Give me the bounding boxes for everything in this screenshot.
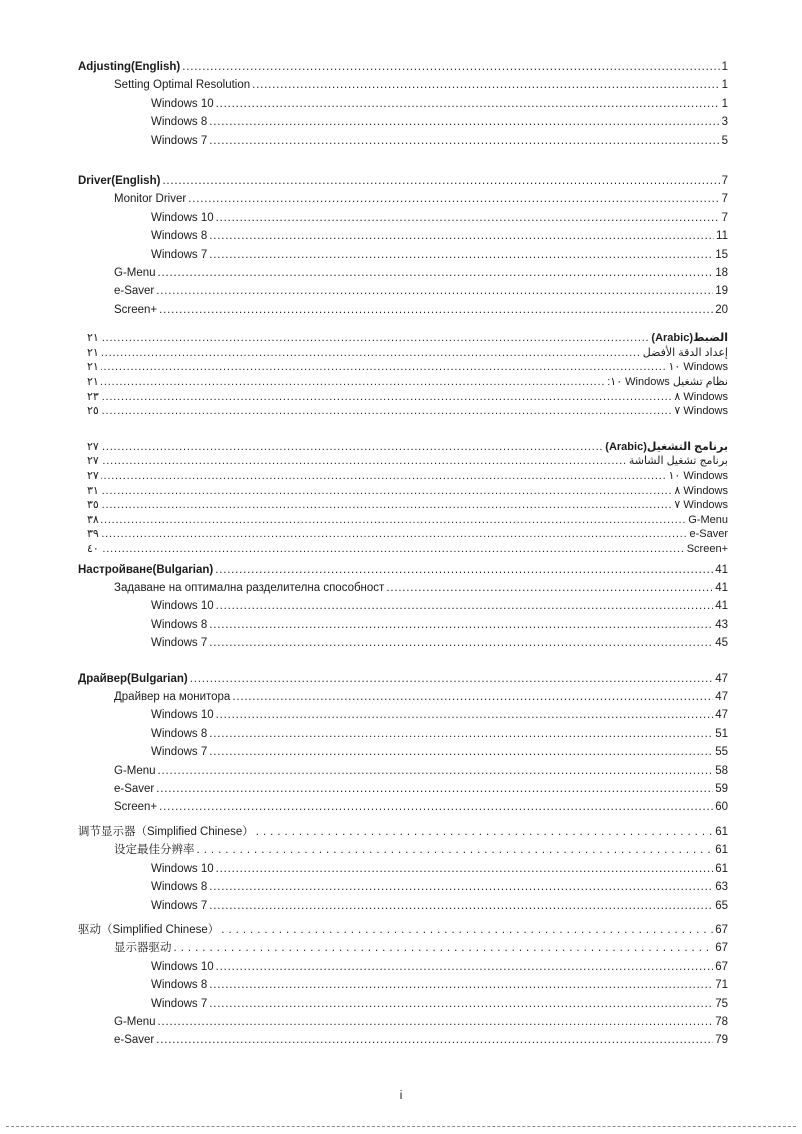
toc-entry[interactable] bbox=[78, 995, 728, 1013]
toc-entry-page-number: ٣١ bbox=[87, 484, 99, 497]
toc-entry-label: e-Saver bbox=[689, 528, 728, 541]
toc-entry-label: Windows 7 bbox=[151, 899, 208, 912]
toc-section-driver-arabic bbox=[78, 440, 728, 557]
dot-leader bbox=[209, 634, 713, 652]
toc-entry-label: Monitor Driver bbox=[114, 193, 187, 206]
toc bbox=[78, 58, 728, 1050]
page-footer bbox=[0, 1090, 802, 1102]
toc-entry-page-number: 15 bbox=[715, 248, 728, 261]
toc-entry-page-number: 51 bbox=[715, 727, 728, 740]
toc-entry-page-number: 11 bbox=[716, 230, 728, 243]
toc-entry-page-number: ٢١ bbox=[87, 346, 99, 359]
toc-entry-label: Adjusting(English) bbox=[78, 61, 181, 73]
toc-entry-label: Windows 10 bbox=[151, 211, 214, 224]
toc-entry-label: 显示器驱动 bbox=[114, 942, 172, 955]
toc-section-driver-english bbox=[78, 172, 728, 319]
toc-entry[interactable] bbox=[87, 454, 728, 469]
toc-entry-page-number: 45 bbox=[715, 637, 728, 650]
dot-leader bbox=[209, 113, 719, 131]
dot-leader bbox=[101, 527, 688, 542]
toc-entry-page-number: ٢٥ bbox=[87, 405, 99, 418]
toc-entry[interactable] bbox=[78, 743, 728, 761]
toc-entry-page-number: ٢٣ bbox=[87, 390, 99, 403]
toc-entry[interactable] bbox=[78, 860, 728, 878]
dot-leader bbox=[101, 469, 667, 484]
toc-entry-page-number: 41 bbox=[715, 600, 728, 613]
toc-entry-label: Windows 10 bbox=[151, 862, 214, 875]
toc-entry-label: Setting Optimal Resolution bbox=[114, 79, 251, 92]
toc-entry-page-number: 7 bbox=[721, 175, 728, 188]
toc-entry-page-number: 61 bbox=[715, 862, 728, 875]
toc-entry-page-number: 67 bbox=[715, 923, 728, 936]
toc-entry-page-number: ٤٠ bbox=[87, 543, 99, 555]
toc-entry-page-number: 1 bbox=[721, 79, 728, 92]
toc-entry-label: Драйвер(Bulgarian) bbox=[78, 672, 188, 685]
dot-leader bbox=[158, 1013, 714, 1031]
dot-leader bbox=[216, 597, 714, 615]
toc-entry-label: 调节显示器（Simplified Chinese） bbox=[78, 825, 254, 838]
toc-entry-label: G-Menu bbox=[114, 267, 156, 280]
toc-entry-page-number: 18 bbox=[715, 267, 728, 280]
toc-entry-label: Windows ١٠ bbox=[668, 361, 728, 374]
toc-entry-label: Задаване на оптимална разделителна способност bbox=[114, 582, 385, 594]
toc-entry[interactable] bbox=[78, 597, 728, 615]
toc-entry-label: Screen+ bbox=[114, 303, 158, 316]
toc-entry[interactable] bbox=[78, 76, 728, 94]
toc-entry-page-number: 43 bbox=[715, 618, 728, 631]
dot-leader bbox=[182, 58, 719, 76]
toc-entry-label: Windows ١٠ bbox=[668, 470, 728, 483]
toc-entry[interactable] bbox=[78, 823, 728, 841]
toc-entry-page-number: 75 bbox=[715, 997, 728, 1010]
toc-entry-label: Windows 10 bbox=[151, 960, 214, 973]
toc-entry-page-number: ٢١ bbox=[87, 332, 99, 345]
toc-entry-page-number: 7 bbox=[721, 211, 728, 224]
toc-entry-label: Driver(English) bbox=[78, 175, 161, 188]
dot-leader bbox=[101, 404, 673, 419]
toc-entry-page-number: 71 bbox=[715, 979, 728, 992]
dot-leader bbox=[209, 897, 713, 915]
toc-section-adjusting-bulgarian bbox=[78, 561, 728, 653]
toc-entry[interactable] bbox=[78, 958, 728, 976]
toc-entry-page-number: 5 bbox=[721, 134, 728, 147]
toc-section-adjusting-chinese bbox=[78, 823, 728, 915]
toc-entry-label: 设定最佳分辨率 bbox=[114, 844, 195, 857]
page-bottom-divider bbox=[6, 1126, 796, 1127]
dot-leader bbox=[101, 454, 627, 469]
toc-entry[interactable] bbox=[87, 513, 728, 528]
toc-entry-page-number: 61 bbox=[715, 844, 728, 857]
toc-entry[interactable] bbox=[78, 246, 728, 264]
toc-entry-label: Windows ٧ bbox=[674, 405, 728, 418]
toc-entry-label: Windows 8 bbox=[151, 881, 208, 894]
toc-entry[interactable] bbox=[78, 561, 728, 579]
dot-leader bbox=[101, 513, 686, 528]
toc-entry-label: Windows 7 bbox=[151, 637, 208, 650]
toc-entry-page-number: 65 bbox=[715, 899, 728, 912]
toc-entry-label: G-Menu bbox=[114, 1015, 156, 1028]
toc-entry[interactable] bbox=[78, 725, 728, 743]
toc-entry[interactable] bbox=[78, 132, 728, 150]
dot-leader bbox=[209, 227, 714, 245]
dot-leader bbox=[101, 542, 685, 557]
toc-entry[interactable] bbox=[78, 798, 728, 816]
toc-entry-page-number: 19 bbox=[715, 285, 728, 298]
toc-entry-page-number: 67 bbox=[715, 942, 728, 955]
toc-entry-label: Screen+ bbox=[686, 543, 728, 555]
toc-entry-label: برنامج تشغيل الشاشة bbox=[628, 455, 728, 468]
dot-leader bbox=[188, 190, 719, 208]
dot-leader bbox=[159, 301, 713, 319]
toc-entry[interactable] bbox=[78, 878, 728, 896]
dot-leader bbox=[252, 76, 719, 94]
dot-leader bbox=[101, 360, 667, 375]
dot-leader bbox=[101, 484, 673, 499]
dot-leader bbox=[209, 616, 713, 634]
dot-leader bbox=[209, 976, 713, 994]
toc-entry-label: Windows 10 bbox=[151, 97, 214, 110]
toc-entry-page-number: 1 bbox=[721, 61, 728, 73]
toc-entry[interactable] bbox=[78, 172, 728, 190]
dot-leader bbox=[386, 579, 713, 597]
toc-entry[interactable] bbox=[87, 346, 728, 361]
dot-leader bbox=[216, 860, 714, 878]
toc-entry[interactable] bbox=[78, 264, 728, 282]
toc-entry-label: Windows 7 bbox=[151, 248, 208, 261]
toc-entry-page-number: 78 bbox=[715, 1015, 728, 1028]
toc-entry[interactable] bbox=[87, 484, 728, 499]
toc-entry-label: e-Saver bbox=[114, 783, 155, 796]
toc-section-adjusting-english bbox=[78, 58, 728, 150]
toc-entry-label: Windows 8 bbox=[151, 979, 208, 992]
toc-entry-label: إعداد الدقة الأفضل bbox=[642, 346, 728, 359]
dot-leader bbox=[101, 375, 605, 390]
dot-leader bbox=[101, 440, 603, 455]
dot-leader bbox=[162, 172, 719, 190]
toc-entry[interactable] bbox=[78, 301, 728, 319]
dot-leader bbox=[216, 958, 714, 976]
toc-entry-label: Windows ٨ bbox=[674, 484, 728, 497]
toc-section-adjusting-arabic bbox=[78, 331, 728, 419]
toc-entry-label: Драйвер на монитора bbox=[114, 691, 231, 704]
toc-entry[interactable] bbox=[78, 58, 728, 76]
toc-entry-page-number: 41 bbox=[715, 582, 728, 594]
dot-leader bbox=[174, 939, 714, 957]
toc-entry-label: Windows 8 bbox=[151, 116, 208, 129]
dot-leader bbox=[158, 762, 714, 780]
toc-entry-label: Windows 7 bbox=[151, 746, 208, 759]
toc-entry-label: Windows 7 bbox=[151, 134, 208, 147]
toc-entry-page-number: 59 bbox=[715, 783, 728, 796]
toc-entry-label: Windows 8 bbox=[151, 230, 208, 243]
dot-leader bbox=[256, 823, 713, 841]
toc-entry[interactable] bbox=[78, 113, 728, 131]
dot-leader bbox=[190, 670, 713, 688]
toc-entry[interactable] bbox=[78, 209, 728, 227]
toc-entry[interactable] bbox=[78, 921, 728, 939]
toc-entry-label: Windows 7 bbox=[151, 997, 208, 1010]
toc-entry-label: G-Menu bbox=[688, 513, 728, 526]
toc-entry[interactable] bbox=[78, 841, 728, 859]
toc-entry[interactable] bbox=[87, 498, 728, 513]
toc-entry-label: e-Saver bbox=[114, 285, 155, 298]
toc-entry-label: Screen+ bbox=[114, 801, 158, 814]
dot-leader bbox=[197, 841, 714, 859]
toc-entry-label: برنامج التشغيل(Arabic) bbox=[605, 440, 728, 453]
dot-leader bbox=[209, 995, 713, 1013]
toc-entry[interactable] bbox=[78, 579, 728, 597]
dot-leader bbox=[209, 743, 713, 761]
dot-leader bbox=[209, 246, 713, 264]
toc-entry-page-number: 41 bbox=[715, 563, 728, 576]
toc-entry-label: نظام تشغيل Windows ١٠: bbox=[607, 376, 728, 389]
toc-entry[interactable] bbox=[78, 976, 728, 994]
toc-entry-page-number: ٢٧ bbox=[87, 470, 99, 483]
dot-leader bbox=[159, 798, 713, 816]
toc-entry-label: Windows 10 bbox=[151, 600, 214, 613]
toc-entry[interactable] bbox=[78, 282, 728, 300]
toc-entry-page-number: ٣٥ bbox=[87, 499, 99, 512]
toc-entry-label: Windows ٨ bbox=[674, 390, 728, 403]
toc-entry-page-number: 20 bbox=[715, 303, 728, 316]
toc-entry-page-number: ٢١ bbox=[87, 361, 99, 374]
dot-leader bbox=[101, 346, 641, 361]
dot-leader bbox=[209, 878, 713, 896]
toc-entry[interactable] bbox=[78, 762, 728, 780]
toc-entry-page-number: 61 bbox=[715, 825, 728, 838]
dot-leader bbox=[156, 1031, 713, 1049]
toc-entry-page-number: 79 bbox=[715, 1034, 728, 1047]
toc-entry[interactable] bbox=[87, 440, 728, 455]
toc-entry-page-number: 47 bbox=[715, 672, 728, 685]
toc-section-driver-bulgarian bbox=[78, 670, 728, 817]
toc-entry[interactable] bbox=[78, 95, 728, 113]
toc-entry-page-number: 55 bbox=[715, 746, 728, 759]
toc-entry-page-number: ٣٩ bbox=[87, 528, 99, 541]
toc-entry[interactable] bbox=[78, 227, 728, 245]
toc-entry-page-number: ٣٨ bbox=[87, 513, 99, 526]
dot-leader bbox=[216, 706, 714, 724]
toc-entry-page-number: ٢٧ bbox=[87, 455, 99, 468]
toc-entry-label: Windows 10 bbox=[151, 709, 214, 722]
dot-leader bbox=[221, 921, 713, 939]
dot-leader bbox=[156, 780, 713, 798]
dot-leader bbox=[158, 264, 714, 282]
toc-entry[interactable] bbox=[78, 780, 728, 798]
toc-entry[interactable] bbox=[87, 527, 728, 542]
dot-leader bbox=[156, 282, 713, 300]
toc-entry-label: G-Menu bbox=[114, 764, 156, 777]
dot-leader bbox=[101, 390, 673, 405]
toc-entry[interactable] bbox=[87, 542, 728, 557]
toc-entry-label: Windows 8 bbox=[151, 618, 208, 631]
toc-entry-page-number: 7 bbox=[721, 193, 728, 206]
dot-leader bbox=[216, 95, 720, 113]
toc-entry[interactable] bbox=[87, 375, 728, 390]
toc-entry-page-number: ٢١ bbox=[87, 376, 99, 389]
dot-leader bbox=[101, 498, 673, 513]
dot-leader bbox=[216, 209, 720, 227]
toc-entry[interactable] bbox=[78, 939, 728, 957]
toc-entry-label: Windows ٧ bbox=[674, 499, 728, 512]
toc-entry[interactable] bbox=[78, 897, 728, 915]
toc-entry[interactable] bbox=[78, 616, 728, 634]
toc-entry[interactable] bbox=[87, 390, 728, 405]
toc-entry[interactable] bbox=[78, 1031, 728, 1049]
toc-entry-page-number: ٢٧ bbox=[87, 440, 99, 453]
toc-entry[interactable] bbox=[78, 688, 728, 706]
toc-entry[interactable] bbox=[78, 634, 728, 652]
toc-entry-page-number: 1 bbox=[721, 97, 728, 110]
toc-entry-label: Windows 8 bbox=[151, 727, 208, 740]
toc-entry[interactable] bbox=[78, 670, 728, 688]
dot-leader bbox=[215, 561, 713, 579]
toc-entry[interactable] bbox=[87, 404, 728, 419]
toc-entry-page-number: 3 bbox=[721, 116, 728, 129]
toc-entry[interactable] bbox=[87, 360, 728, 375]
toc-entry[interactable] bbox=[78, 190, 728, 208]
toc-entry-page-number: 60 bbox=[715, 801, 728, 814]
toc-entry-label: 驱动（Simplified Chinese） bbox=[78, 923, 220, 936]
toc-entry-page-number: 47 bbox=[715, 691, 728, 704]
toc-entry[interactable] bbox=[78, 706, 728, 724]
toc-entry-page-number: 58 bbox=[715, 764, 728, 777]
toc-entry[interactable] bbox=[78, 1013, 728, 1031]
toc-entry-label: e-Saver bbox=[114, 1034, 155, 1047]
dot-leader bbox=[209, 132, 719, 150]
toc-entry[interactable] bbox=[87, 331, 728, 346]
toc-entry-label: الضبط(Arabic) bbox=[651, 332, 728, 345]
page-number: i bbox=[399, 1090, 403, 1102]
toc-entry-label: Настройване(Bulgarian) bbox=[78, 563, 214, 576]
toc-entry[interactable] bbox=[87, 469, 728, 484]
toc-entry-page-number: 67 bbox=[715, 960, 728, 973]
dot-leader bbox=[232, 688, 713, 706]
dot-leader bbox=[101, 331, 650, 346]
toc-section-driver-chinese bbox=[78, 921, 728, 1050]
toc-entry-page-number: 47 bbox=[715, 709, 728, 722]
dot-leader bbox=[209, 725, 713, 743]
toc-entry-page-number: 63 bbox=[715, 881, 728, 894]
